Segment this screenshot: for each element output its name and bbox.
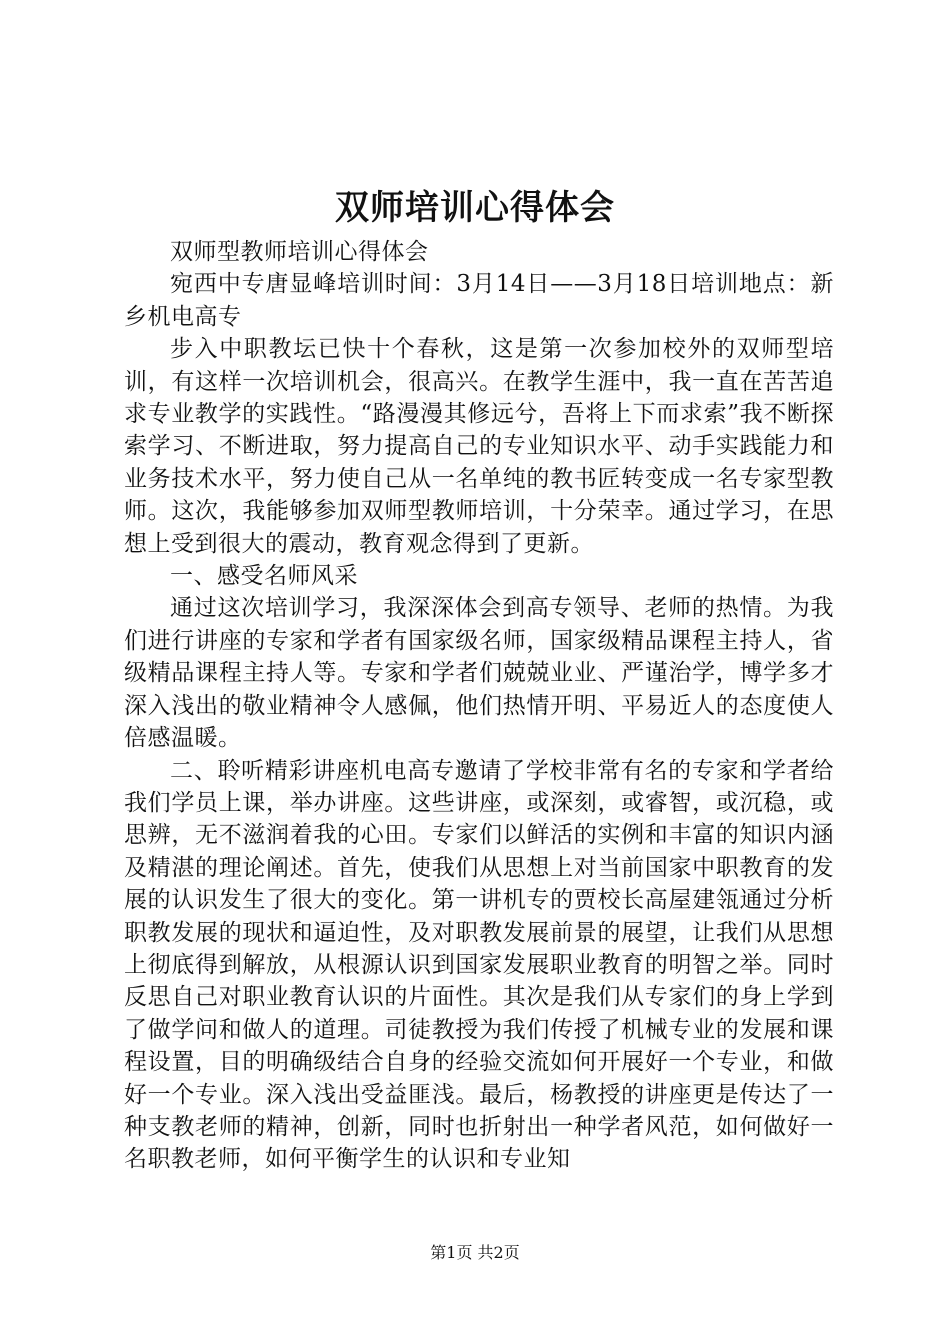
intro-paragraph: 步入中职教坛已快十个春秋，这是第一次参加校外的双师型培训，有这样一次培训机会，很高兴。在教学生涯中，我一直在苦苦追求专业教学的实践性。“路漫漫其修远兮，吾将上下而求索”我不断探索学习、不断进取，努力提高自己的专业知识水平、动手实践能力和业务技术水平，努力使自己从一名单纯的教书匠转变成一名专家型教师。这次，我能够参加双师型教师培训，十分荣幸。通过学习，在思想上受到很大的震动，教育观念得到了更新。 — [124, 336, 834, 557]
section-2-paragraph: 二、聆听精彩讲座机电高专邀请了学校非常有名的专家和学者给我们学员上课，举办讲座。这些讲座，或深刻，或睿智，或沉稳，或思辨，无不滋润着我的心田。专家们以鲜活的实例和丰富的知识内涵及精湛的理论阐述。首先，使我们从思想上对当前国家中职教育的发展的认识发生了很大的变化。第一讲机专的贾校长高屋建瓴通过分析职教发展的现状和逼迫性，及对职教发展前景的展望，让我们从思想上彻底得到解放，从根源认识到国家发展职业教育的明智之举。同时反思自己对职业教育认识的片面性。其次是我们从专家们的身上学到了做学问和做人的道理。司徒教授为我们传授了机械专业的发展和课程设置，目的明确级结合自身的经验交流如何开展好一个专业，和做好一个专业。深入浅出受益匪浅。最后，杨教授的讲座更是传达了一种支教老师的精神，创新，同时也折射出一种学者风范，如何做好一名职教老师，如何平衡学生的认识和专业知 — [124, 757, 834, 1173]
page-footer — [0, 1242, 950, 1264]
document-title: 双师培训心得体会 — [335, 188, 615, 228]
page-number: 第1页 — [430, 1243, 473, 1262]
section-1-paragraph: 通过这次培训学习，我深深体会到高专领导、老师的热情。为我们进行讲座的专家和学者有国家级名师，国家级精品课程主持人，省级精品课程主持人等。专家和学者们兢兢业业、严谨治学，博学多才深入浅出的敬业精神令人感佩，他们热情开明、平易近人的态度使人倍感温暖。 — [124, 595, 834, 752]
document-body — [124, 236, 834, 1176]
total-pages: 共2页 — [477, 1243, 520, 1262]
subtitle-paragraph: 双师型教师培训心得体会 — [170, 239, 429, 265]
section-heading-1: 一、感受名师风采 — [170, 563, 358, 590]
author-info-paragraph: 宛西中专唐显峰培训时间：3月14日——3月18日培训地点：新乡机电高专 — [124, 271, 834, 330]
